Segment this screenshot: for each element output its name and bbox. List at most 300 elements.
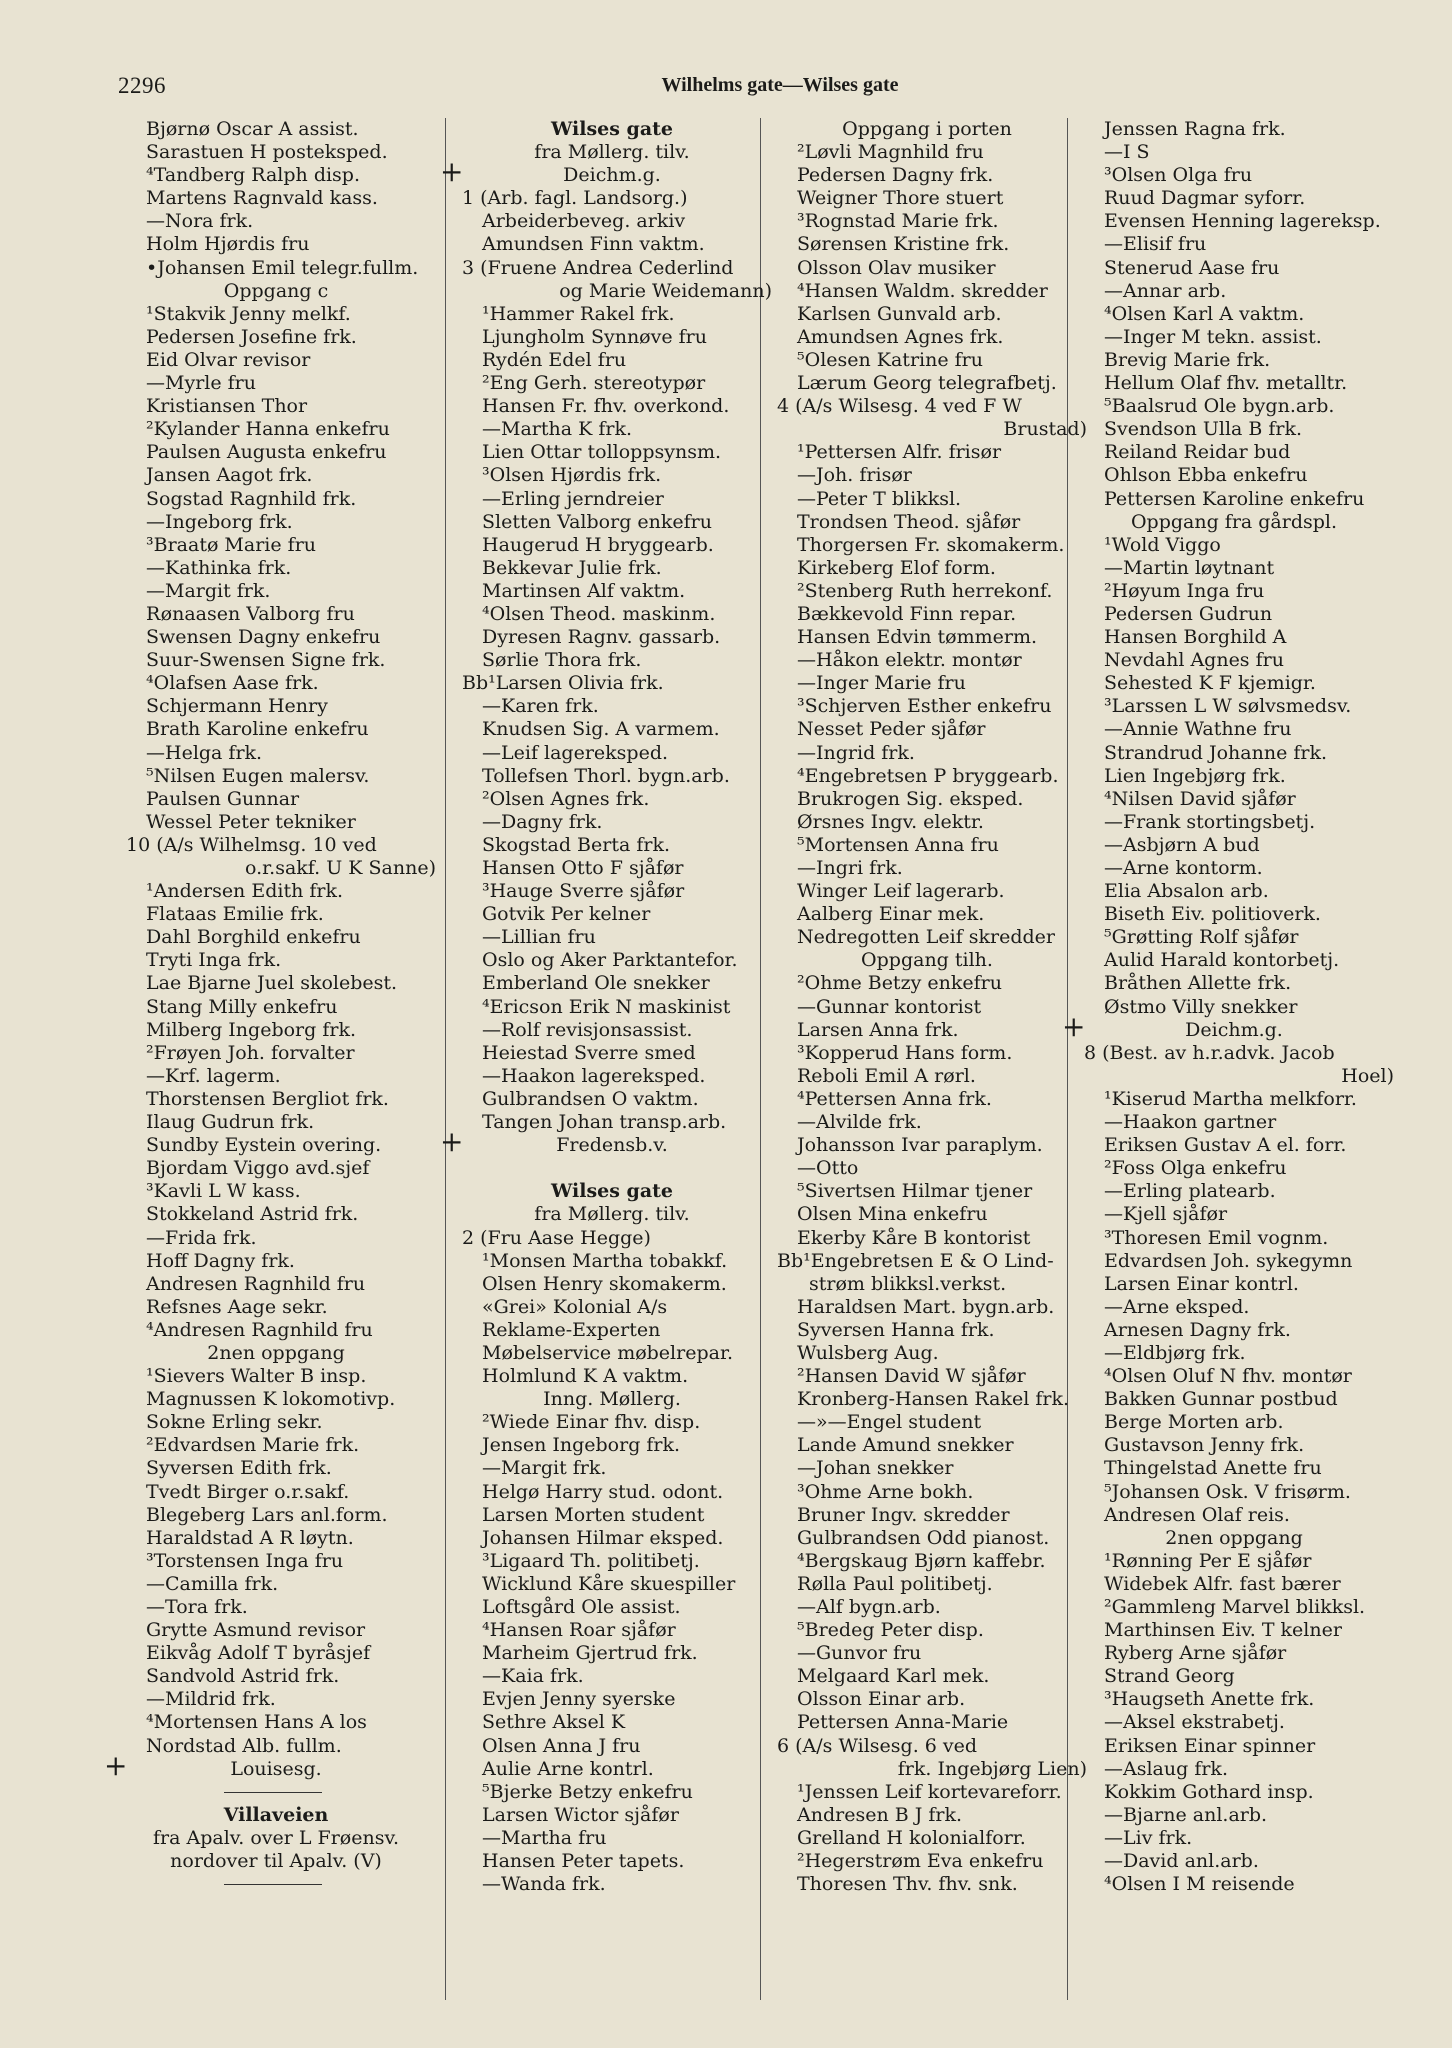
directory-entry: ⁴Olsen Oluf N fhv. montør (1104, 1365, 1352, 1388)
directory-entry: —Camilla frk. (146, 1572, 279, 1595)
directory-entry: —Håkon elektr. montør (797, 649, 1022, 672)
directory-entry: ⁴Ericson Erik N maskinist (482, 995, 731, 1018)
directory-entry: Paulsen Gunnar (146, 787, 300, 810)
directory-entry: ³Kopperud Hans form. (797, 1041, 1013, 1064)
street-heading: Villaveien (223, 1803, 329, 1826)
directory-entry: Wicklund Kåre skuespiller (482, 1572, 736, 1595)
page-number: 2296 (118, 73, 166, 98)
directory-entry: ⁴Pettersen Anna frk. (797, 1087, 992, 1110)
directory-entry: ²Hegerstrøm Eva enkefru (797, 1850, 1044, 1873)
directory-entry: Jensen Ingeborg frk. (482, 1434, 681, 1457)
directory-entry: Brukrogen Sig. eksped. (797, 787, 1024, 810)
entry-continuation: Hoel) (1341, 1064, 1394, 1087)
directory-entry: Amundsen Agnes frk. (797, 325, 1004, 348)
directory-entry: —Annar arb. (1104, 279, 1227, 302)
directory-entry: —Elisif fru (1104, 233, 1207, 256)
directory-entry: Larsen Einar kontrl. (1104, 1272, 1299, 1295)
directory-entry: Wulsberg Aug. (797, 1341, 939, 1364)
directory-entry: —Kaia frk. (482, 1665, 584, 1688)
directory-entry: Østmo Villy snekker (1104, 995, 1298, 1018)
entry-continuation: frk. Ingebjørg Lien) (897, 1757, 1087, 1780)
directory-entry: —Gunnar kontorist (797, 995, 982, 1018)
section-label: 2nen oppgang (207, 1341, 345, 1364)
directory-entry: —Haakon gartner (1104, 1111, 1277, 1134)
directory-entry: Evjen Jenny syerske (482, 1688, 676, 1711)
directory-entry: Kristiansen Thor (146, 395, 308, 418)
section-label: Oppgang fra gårdspl. (1130, 510, 1338, 533)
directory-entry: Biseth Eiv. politioverk. (1104, 903, 1321, 926)
directory-entry: Haugerud H bryggearb. (482, 533, 714, 556)
street-heading: Wilses gate (551, 118, 673, 140)
directory-entry: ³Ohme Arne bokh. (797, 1480, 974, 1503)
directory-entry: ³Hauge Sverre sjåfør (482, 880, 685, 903)
directory-entry: Winger Leif lagerarb. (797, 880, 1005, 903)
directory-entry: Martinsen Alf vaktm. (482, 579, 686, 602)
directory-entry: ⁵Johansen Osk. V frisørm. (1104, 1480, 1351, 1503)
directory-entry: Johansson Ivar paraplym. (797, 1134, 1043, 1157)
directory-entry: Sokne Erling sekr. (146, 1411, 323, 1434)
directory-entry: Dyresen Ragnv. gassarb. (482, 626, 721, 649)
directory-entry: —Eldbjørg frk. (1104, 1341, 1246, 1364)
directory-entry: Pedersen Josefine frk. (146, 325, 357, 348)
directory-entry: —Asbjørn A bud (1104, 833, 1260, 856)
directory-entry: Rønaasen Valborg fru (146, 602, 355, 625)
directory-entry: Sundby Eystein overing. (146, 1134, 382, 1157)
directory-entry: Arnesen Dagny frk. (1104, 1318, 1291, 1341)
directory-entry: ⁴Olsen Karl A vaktm. (1104, 302, 1305, 325)
directory-entry: —Gunvor fru (797, 1642, 922, 1665)
directory-entry: —I S (1104, 141, 1150, 164)
directory-entry: Olsen Henry skomakerm. (482, 1272, 727, 1295)
directory-entry: —Erling platearb. (1104, 1180, 1276, 1203)
directory-entry: —Ingri frk. (797, 857, 903, 879)
directory-entry: —Liv frk. (1104, 1826, 1193, 1849)
directory-entry: Bråthen Allette frk. (1104, 972, 1292, 995)
directory-entry: «Grei» Kolonial A/s (482, 1295, 668, 1318)
directory-entry: ²Høyum Inga fru (1104, 579, 1265, 602)
directory-entry: Olsen Anna J fru (482, 1734, 641, 1757)
directory-entry: —Martha K frk. (482, 418, 633, 441)
section-label: Oppgang c (223, 279, 329, 302)
directory-entry: ⁴Olafsen Aase frk. (146, 672, 319, 695)
directory-entry: Berge Morten arb. (1104, 1411, 1284, 1434)
directory-entry: Thorgersen Fr. skomakerm. (797, 533, 1065, 556)
directory-entry: •Johansen Emil telegr.fullm. (146, 256, 419, 279)
section-label: 2nen oppgang (1165, 1526, 1303, 1549)
directory-entry: ⁴Olsen Theod. maskinm. (482, 602, 716, 625)
directory-entry: ³Haugseth Anette frk. (1104, 1688, 1315, 1711)
directory-entry: Hoff Dagny frk. (146, 1249, 295, 1272)
directory-entry: Andresen Olaf reis. (1104, 1503, 1290, 1526)
directory-entry: ⁴Hansen Waldm. skredder (797, 279, 1048, 302)
directory-entry: ⁵Baalsrud Ole bygn.arb. (1104, 395, 1335, 418)
directory-entry: Bekkevar Julie frk. (482, 556, 662, 579)
directory-entry: Hansen Otto F sjåfør (482, 857, 684, 879)
section-label: fra Møllerg. tilv. (534, 141, 690, 164)
directory-entry: —Myrle fru (146, 372, 256, 395)
directory-entry: Amundsen Finn vaktm. (482, 233, 705, 256)
directory-entry: —Arne kontorm. (1104, 857, 1263, 879)
cross-street: + Deichm.g. (1070, 1019, 1398, 1042)
directory-entry: —Annie Wathne fru (1104, 718, 1292, 741)
directory-entry: ⁵Nilsen Eugen malersv. (146, 764, 370, 787)
directory-entry: Kirkeberg Elof form. (797, 556, 996, 579)
directory-entry: —Arne eksped. (1104, 1295, 1250, 1318)
directory-entry: Grytte Asmund revisor (146, 1619, 366, 1642)
directory-entry: Brevig Marie frk. (1104, 348, 1271, 371)
directory-entry: Sandvold Astrid frk. (146, 1665, 340, 1688)
directory-entry: Reboli Emil A rørl. (797, 1064, 976, 1087)
directory-entry: Kokkim Gothard insp. (1104, 1780, 1314, 1803)
directory-entry: Aalberg Einar mek. (797, 903, 985, 926)
directory-entry: Brath Karoline enkefru (146, 718, 369, 741)
directory-entry: Ørsnes Ingv. elektr. (797, 810, 984, 833)
directory-entry: ³Olsen Hjørdis frk. (482, 464, 662, 487)
directory-entry: —Leif lagereksped. (482, 741, 669, 764)
directory-entry: Sørlie Thora frk. (482, 649, 642, 672)
directory-entry: ¹Kiserud Martha melkforr. (1104, 1087, 1357, 1110)
directory-entry: ³Thoresen Emil vognm. (1104, 1226, 1329, 1249)
house-number-entry: 3 (Fruene Andrea Cederlind (462, 256, 734, 279)
directory-entry: ⁴Andresen Ragnhild fru (146, 1318, 373, 1341)
house-number-entry: 8 (Best. av h.r.advk. Jacob (1084, 1041, 1335, 1064)
directory-entry: Weigner Thore stuert (797, 187, 1004, 210)
directory-entry: Thorstensen Bergliot frk. (146, 1087, 389, 1110)
directory-entry: Pedersen Dagny frk. (797, 164, 994, 187)
directory-entry: Bækkevold Finn repar. (797, 602, 1017, 625)
directory-entry: —Lillian fru (482, 926, 596, 949)
directory-entry: ¹Pettersen Alfr. frisør (797, 441, 1002, 464)
directory-entry: Holm Hjørdis fru (146, 233, 310, 256)
directory-entry: Swensen Dagny enkefru (146, 626, 381, 649)
directory-entry: —Margit frk. (482, 1457, 607, 1480)
section-rule (112, 1873, 440, 1896)
directory-entry: ¹Andersen Edith frk. (146, 880, 344, 903)
directory-entry: Johansen Hilmar eksped. (482, 1526, 724, 1549)
directory-entry: ⁵Mortensen Anna fru (797, 833, 999, 856)
running-head: Wilhelms gate—Wilses gate (661, 74, 899, 96)
directory-entry: ²Wiede Einar fhv. disp. (482, 1411, 701, 1434)
directory-entry: ³Olsen Olga fru (1104, 164, 1253, 187)
directory-entry: ¹Hammer Rakel frk. (482, 302, 675, 325)
directory-entry: —Inger M tekn. assist. (1104, 325, 1322, 348)
directory-entry: ²Ohme Betzy enkefru (797, 972, 1002, 995)
directory-entry: Hansen Fr. fhv. overkond. (482, 395, 730, 418)
directory-entry: Sethre Aksel K (482, 1711, 626, 1734)
directory-entry: ¹Wold Viggo (1104, 533, 1221, 556)
directory-entry: Andresen B J frk. (797, 1803, 963, 1826)
directory-entry: Skogstad Berta frk. (482, 833, 671, 856)
directory-entry: ²Hansen David W sjåfør (797, 1365, 1026, 1388)
directory-entry: ²Løvli Magnhild fru (797, 141, 984, 164)
section-label: Oppgang i porten (842, 118, 1012, 140)
directory-entry: —Kjell sjåfør (1104, 1203, 1228, 1226)
directory-entry: Elia Absalon arb. (1104, 880, 1269, 903)
directory-entry: Nordstad Alb. fullm. (146, 1734, 342, 1757)
entry-continuation: Brustad) (1003, 418, 1087, 441)
directory-entry: Marthinsen Eiv. T kelner (1104, 1619, 1342, 1642)
directory-entry: Sletten Valborg enkefru (482, 510, 712, 533)
directory-entry: —Kathinka frk. (146, 556, 292, 579)
directory-entry: Aulie Arne kontrl. (482, 1757, 654, 1780)
directory-entry: Olsson Olav musiker (797, 256, 996, 279)
directory-entry: Bruner Ingv. skredder (797, 1503, 1010, 1526)
directory-entry: Flataas Emilie frk. (146, 903, 324, 926)
spacer (448, 1157, 776, 1180)
house-number-entry: 6 (A/s Wilsesg. 6 ved (777, 1734, 978, 1757)
directory-entry: Syversen Edith frk. (146, 1457, 332, 1480)
directory-entry: Thingelstad Anette fru (1104, 1457, 1322, 1480)
directory-entry: ¹Rønning Per E sjåfør (1104, 1549, 1312, 1572)
directory-entry: ⁴Hansen Roar sjåfør (482, 1619, 676, 1642)
directory-entry: Lien Ottar tolloppsynsm. (482, 441, 722, 464)
house-number-entry: 1 (Arb. fagl. Landsorg.) (462, 187, 688, 210)
directory-entry: Loftsgård Ole assist. (482, 1596, 681, 1618)
directory-entry: Wessel Peter tekniker (146, 810, 356, 833)
directory-entry: Lien Ingebjørg frk. (1104, 764, 1286, 787)
directory-entry: Marheim Gjertrud frk. (482, 1642, 698, 1665)
directory-entry: Ekerby Kåre B kontorist (797, 1226, 1031, 1249)
directory-entry: Thoresen Thv. fhv. snk. (797, 1873, 1018, 1896)
directory-entry: —Wanda frk. (482, 1873, 606, 1896)
directory-entry: Emberland Ole snekker (482, 972, 710, 995)
directory-entry: Bjørnø Oscar A assist. (146, 118, 359, 140)
directory-entry: Lande Amund snekker (797, 1434, 1014, 1457)
directory-entry: Haraldsen Mart. bygn.arb. (797, 1295, 1055, 1318)
directory-entry: Eriksen Einar spinner (1104, 1734, 1316, 1757)
directory-entry: Oslo og Aker Parktantefor. (482, 949, 738, 972)
directory-entry: ³Kavli L W kass. (146, 1180, 301, 1203)
directory-entry: Melgaard Karl mek. (797, 1665, 990, 1688)
entry-continuation: o.r.sakf. U K Sanne) (245, 857, 436, 879)
directory-entry: Nesset Peder sjåfør (797, 718, 986, 741)
directory-entry: Suur-Swensen Signe frk. (146, 649, 386, 672)
directory-entry: Tryti Inga frk. (146, 949, 282, 972)
directory-entry: Svendson Ulla B frk. (1104, 418, 1303, 441)
directory-entry: Strand Georg (1104, 1665, 1235, 1688)
directory-entry: —Johan snekker (797, 1457, 954, 1480)
directory-entry: ¹Stakvik Jenny melkf. (146, 302, 351, 325)
directory-entry: —Haakon lagereksped. (482, 1064, 706, 1087)
directory-entry: Knudsen Sig. A varmem. (482, 718, 720, 741)
directory-entry: —Erling jerndreier (482, 487, 664, 510)
column-3 (763, 118, 1091, 1896)
directory-entry: Heiestad Sverre smed (482, 1041, 696, 1064)
directory-entry: Nedregotten Leif skredder (797, 926, 1056, 949)
directory-entry: Nevdahl Agnes fru (1104, 649, 1284, 672)
directory-entry: Lærum Georg telegrafbetj. (797, 372, 1057, 395)
directory-entry: ³Rognstad Marie frk. (797, 210, 999, 233)
directory-entry: Karlsen Gunvald arb. (797, 302, 1002, 325)
directory-entry: Eid Olvar revisor (146, 348, 311, 371)
directory-entry: Arbeiderbeveg. arkiv (482, 210, 686, 233)
directory-entry: —Karen frk. (482, 695, 599, 718)
directory-entry: ³Braatø Marie fru (146, 533, 317, 556)
directory-entry: Dahl Borghild enkefru (146, 926, 361, 949)
directory-entry: —Peter T blikksl. (797, 487, 962, 510)
directory-entry: Bjordam Viggo avd.sjef (146, 1157, 370, 1180)
directory-entry: Hansen Borghild A (1104, 626, 1287, 649)
directory-entry: Reiland Reidar bud (1104, 441, 1291, 464)
directory-entry: —Aslaug frk. (1104, 1757, 1228, 1780)
directory-entry: —Helga frk. (146, 741, 263, 764)
directory-entry: ¹Sievers Walter B insp. (146, 1365, 367, 1388)
directory-entry: —Dagny frk. (482, 810, 603, 833)
directory-entry: —Frank stortingsbetj. (1104, 810, 1316, 833)
directory-entry: Eikvåg Adolf T byråsjef (146, 1642, 371, 1665)
directory-entry: —Margit frk. (146, 579, 271, 602)
directory-entry: Martens Ragnvald kass. (146, 187, 378, 210)
directory-entry: ⁵Bredeg Peter disp. (797, 1619, 984, 1642)
directory-entry: Sarastuen H posteksped. (146, 141, 388, 164)
cross-street: + Deichm.g. (448, 164, 776, 187)
directory-entry: Bb¹Larsen Olivia frk. (462, 672, 664, 695)
directory-entry: ²Edvardsen Marie frk. (146, 1434, 360, 1457)
directory-entry: Rølla Paul politibetj. (797, 1572, 993, 1595)
directory-entry: —Martha fru (482, 1826, 607, 1849)
directory-entry: Haraldstad A R løytn. (146, 1526, 354, 1549)
directory-entry: Trondsen Theod. sjåfør (797, 510, 1021, 533)
directory-entry: Paulsen Augusta enkefru (146, 441, 387, 464)
section-label: fra Møllerg. tilv. (534, 1203, 690, 1226)
directory-entry: ⁴Nilsen David sjåfør (1104, 787, 1296, 810)
directory-entry: Ohlson Ebba enkefru (1104, 464, 1308, 487)
directory-entry: —David anl.arb. (1104, 1850, 1259, 1873)
directory-entry: ²Frøyen Joh. forvalter (146, 1041, 355, 1064)
directory-entry: —Rolf revisjonsassist. (482, 1018, 693, 1041)
directory-entry: Milberg Ingeborg frk. (146, 1018, 357, 1041)
directory-entry: Kronberg-Hansen Rakel frk. (797, 1388, 1070, 1411)
directory-entry: —Aksel ekstrabetj. (1104, 1711, 1285, 1734)
directory-entry: Refsnes Aage sekr. (146, 1295, 328, 1318)
cross-street: + Fredensb.v. (448, 1134, 776, 1157)
directory-entry: Helgø Harry stud. odont. (482, 1480, 724, 1503)
directory-entry: Hansen Peter tapets. (482, 1850, 685, 1873)
directory-entry: Stang Milly enkefru (146, 995, 338, 1018)
directory-entry: Lae Bjarne Juel skolebest. (146, 972, 398, 995)
column-1 (112, 118, 440, 1896)
directory-entry: Tangen Johan transp.arb. (482, 1111, 727, 1134)
directory-entry: Olsen Mina enkefru (797, 1203, 988, 1226)
directory-entry: —Otto (797, 1157, 859, 1180)
directory-entry: —Nora frk. (146, 210, 254, 233)
directory-entry: Sehested K F kjemigr. (1104, 672, 1316, 695)
directory-entry: —Frida frk. (146, 1226, 257, 1249)
directory-entry: Hansen Edvin tømmerm. (797, 626, 1038, 649)
directory-entry: Andresen Ragnhild fru (146, 1272, 366, 1295)
directory-entry: —Tora frk. (146, 1596, 248, 1618)
directory-entry: ²Eng Gerh. stereotypør (482, 372, 706, 395)
directory-entry: ⁵Olesen Katrine fru (797, 348, 983, 371)
directory-entry: Magnussen K lokomotivp. (146, 1388, 396, 1411)
directory-entry: —Inger Marie fru (797, 672, 966, 695)
directory-entry: —»—Engel student (797, 1411, 982, 1434)
directory-entry: Møbelservice møbelrepar. (482, 1341, 733, 1364)
directory-entry: Ryberg Arne sjåfør (1104, 1642, 1287, 1665)
directory-entry: Hellum Olaf fhv. metalltr. (1104, 372, 1348, 395)
entry-continuation: og Marie Weidemann) (559, 279, 772, 302)
directory-entry: ⁴Bergskaug Bjørn kaffebr. (797, 1549, 1046, 1572)
directory-entry: Ilaug Gudrun frk. (146, 1111, 315, 1134)
directory-entry: ²Kylander Hanna enkefru (146, 418, 390, 441)
directory-entry: ³Torstensen Inga fru (146, 1549, 344, 1572)
directory-entry: Ruud Dagmar syforr. (1104, 187, 1306, 210)
directory-entry: —Bjarne anl.arb. (1104, 1803, 1268, 1826)
directory-entry: Olsson Einar arb. (797, 1688, 966, 1711)
directory-entry: —Ingrid frk. (797, 741, 915, 764)
directory-entry: Jansen Aagot frk. (146, 464, 313, 487)
directory-entry: Pettersen Anna-Marie (797, 1711, 1009, 1734)
section-label: fra Apalv. over L Frøensv. (153, 1826, 399, 1849)
directory-entry: Sogstad Ragnhild frk. (146, 487, 357, 510)
directory-entry: Larsen Wictor sjåfør (482, 1803, 679, 1826)
column-2 (448, 118, 776, 1896)
directory-entry: —Ingeborg frk. (146, 510, 293, 533)
directory-entry: ⁴Mortensen Hans A los (146, 1711, 367, 1734)
directory-entry: ⁴Tandberg Ralph disp. (146, 164, 361, 187)
section-label: Oppgang tilh. (861, 949, 993, 972)
directory-entry: ¹Jenssen Leif kortevareforr. (797, 1780, 1062, 1803)
directory-entry: ²Foss Olga enkefru (1104, 1157, 1287, 1180)
directory-entry: —Mildrid frk. (146, 1688, 276, 1711)
directory-entry: Eriksen Gustav A el. forr. (1104, 1134, 1347, 1157)
directory-entry: Ljungholm Synnøve fru (482, 325, 707, 348)
directory-entry: ²Stenberg Ruth herrekonf. (797, 579, 1053, 602)
directory-entry: Gulbrandsen O vaktm. (482, 1087, 699, 1110)
section-rule (112, 1781, 440, 1804)
directory-entry: —Krf. lagerm. (146, 1064, 281, 1087)
section-label: nordover til Apalv. (V) (170, 1850, 382, 1873)
directory-entry: Schjermann Henry (146, 695, 328, 718)
directory-entry: ³Ligaard Th. politibetj. (482, 1549, 700, 1572)
house-number-entry: 4 (A/s Wilsesg. 4 ved F W (777, 395, 1022, 418)
directory-entry: Bakken Gunnar postbud (1104, 1388, 1338, 1411)
directory-entry: ³Schjerven Esther enkefru (797, 695, 1052, 718)
directory-entry: Gotvik Per kelner (482, 903, 651, 926)
house-number-entry: 2 (Fru Aase Hegge) (462, 1226, 651, 1249)
directory-entry: ³Larssen L W sølvsmedsv. (1104, 695, 1352, 718)
directory-entry: Stokkeland Astrid frk. (146, 1203, 359, 1226)
directory-entry: ⁴Engebretsen P bryggearb. (797, 764, 1059, 787)
directory-entry: ²Olsen Agnes frk. (482, 787, 650, 810)
directory-entry: ⁴Olsen I M reisende (1104, 1873, 1295, 1896)
directory-entry: Grelland H kolonialforr. (797, 1826, 1026, 1849)
directory-entry: —Alf bygn.arb. (797, 1596, 941, 1618)
column-4 (1070, 118, 1398, 1896)
directory-entry: Gulbrandsen Odd pianost. (797, 1526, 1050, 1549)
directory-entry: Widebek Alfr. fast bærer (1104, 1572, 1341, 1595)
section-label: Inng. Møllerg. (543, 1388, 681, 1411)
directory-entry: ⁵Bjerke Betzy enkefru (482, 1780, 693, 1803)
street-heading: Wilses gate (551, 1180, 673, 1203)
house-number-entry: 10 (A/s Wilhelmsg. 10 ved (126, 833, 377, 856)
entry-continuation: strøm blikksl.verkst. (809, 1272, 1007, 1295)
directory-entry: Syversen Hanna frk. (797, 1318, 995, 1341)
column-divider (445, 118, 446, 2000)
cross-street: + Louisesg. (112, 1758, 440, 1781)
directory-entry: Evensen Henning lagereksp. (1104, 210, 1381, 233)
directory-entry: Edvardsen Joh. sykegymn (1104, 1249, 1353, 1272)
directory-entry: Stenerud Aase fru (1104, 256, 1280, 279)
directory-entry: Tollefsen Thorl. bygn.arb. (482, 764, 730, 787)
directory-entry: Gustavson Jenny frk. (1104, 1434, 1305, 1457)
directory-entry: ⁵Grøtting Rolf sjåfør (1104, 926, 1299, 949)
directory-entry: Aulid Harald kontorbetj. (1104, 949, 1340, 972)
directory-entry: Rydén Edel fru (482, 348, 627, 371)
directory-entry: Strandrud Johanne frk. (1104, 741, 1328, 764)
directory-entry: Blegeberg Lars anl.form. (146, 1503, 388, 1526)
directory-entry: Holmlund K A vaktm. (482, 1365, 689, 1388)
